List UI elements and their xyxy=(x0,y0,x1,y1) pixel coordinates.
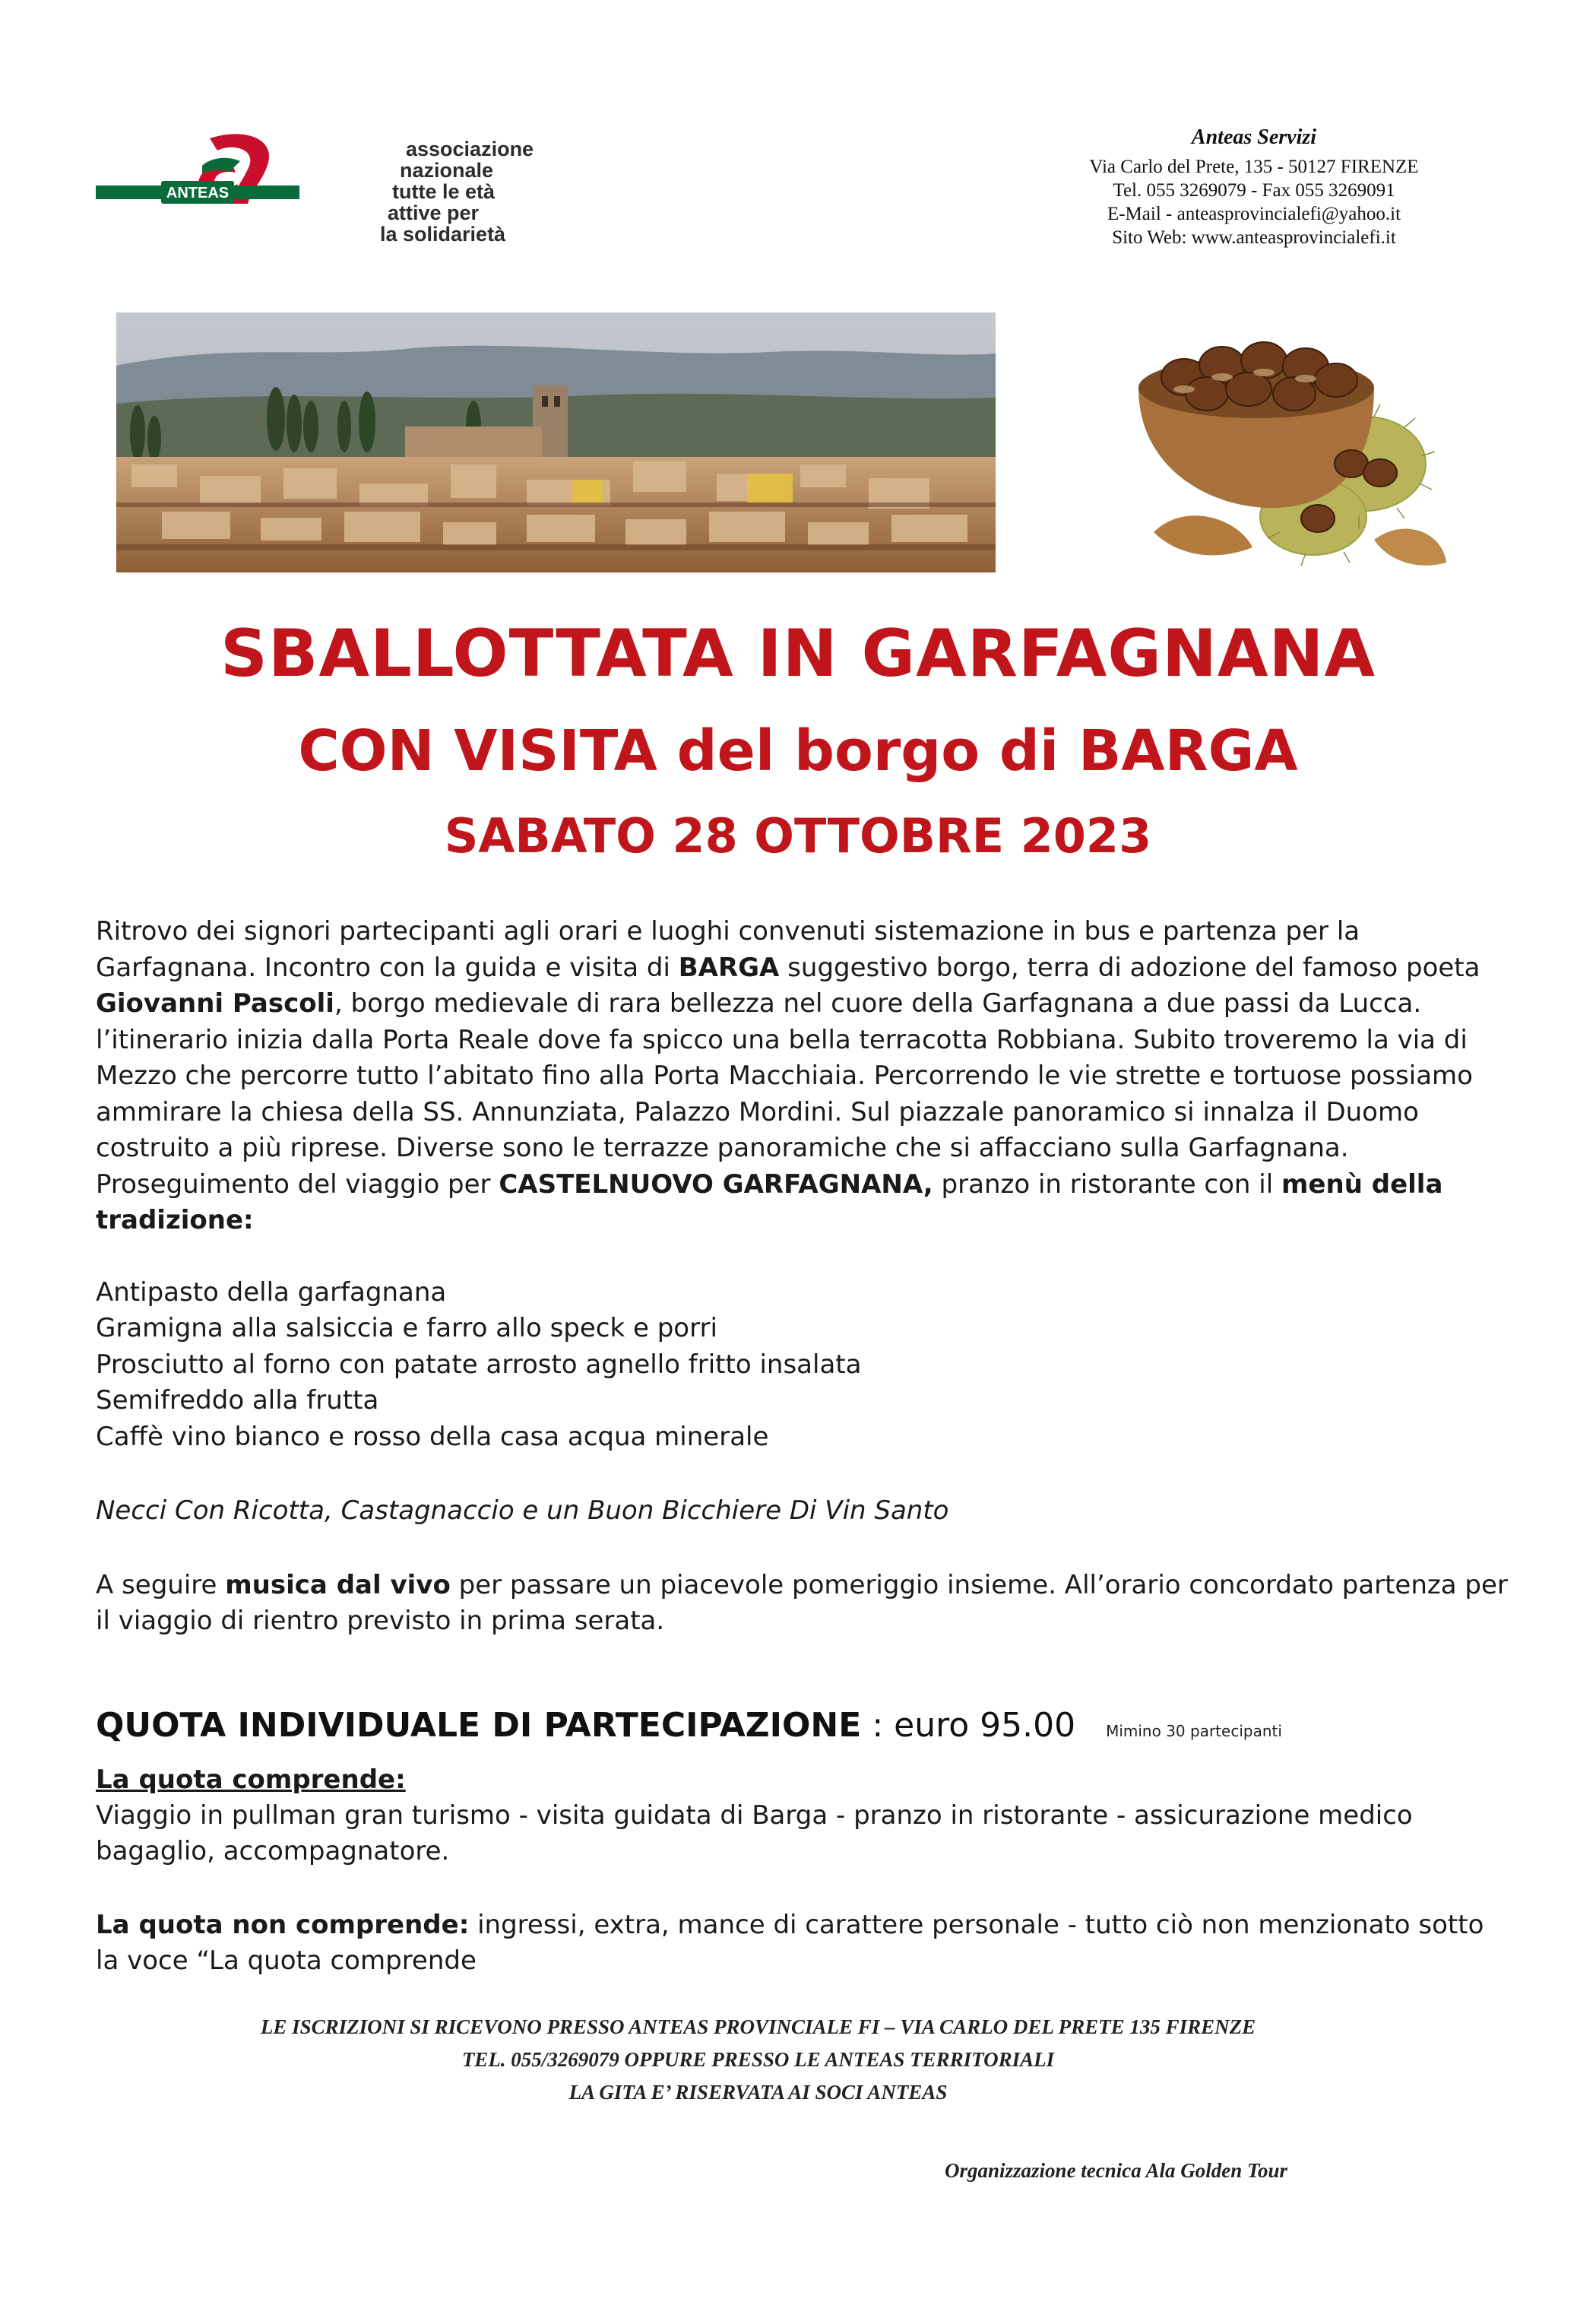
menu-item: Prosciutto al forno con patate arrosto agnello fritto insalata xyxy=(96,1349,862,1380)
itinerary-paragraph xyxy=(96,914,1509,1239)
highlight-live-music: musica dal vivo xyxy=(225,1569,451,1600)
tagline-line: attive per xyxy=(388,201,480,224)
sender-phone: Tel. 055 3269079 - Fax 055 3269091 xyxy=(1113,180,1395,201)
technical-organizer: Organizzazione tecnica Ala Golden Tour xyxy=(945,2159,1288,2182)
highlight-barga: BARGA xyxy=(678,952,780,983)
quota-price: : euro 95.00 xyxy=(861,1706,1076,1745)
includes-heading: La quota comprende: xyxy=(96,1765,406,1795)
chestnut-bowl-image xyxy=(1123,304,1450,578)
highlight-castelnuovo: CASTELNUOVO GARFAGNANA, xyxy=(499,1168,933,1200)
event-date: SABATO 28 OTTOBRE 2023 xyxy=(444,808,1152,864)
tagline-line: la solidarietà xyxy=(380,223,506,246)
footer-line: LE ISCRIZIONI SI RICEVONO PRESSO ANTEAS PROVINCIALE FI – VIA CARLO DEL PRETE 135 FIRENZE xyxy=(260,2015,1256,2038)
program-body xyxy=(96,914,1509,1640)
association-tagline xyxy=(380,138,534,245)
excludes-heading: La quota non comprende: xyxy=(96,1910,470,1940)
tagline-line: associazione xyxy=(406,138,534,160)
text-span: suggestivo borgo, terra di adozione del famoso poeta xyxy=(779,952,1480,983)
sender-website: Sito Web: www.anteasprovincialefi.it xyxy=(1112,227,1396,248)
event-subtitle: CON VISITA del borgo di BARGA xyxy=(298,718,1298,784)
music-paragraph xyxy=(96,1568,1509,1640)
registration-footer xyxy=(0,2011,1596,2109)
logo-badge-text: ANTEAS xyxy=(166,185,230,201)
excludes-paragraph xyxy=(96,1907,1509,1979)
sender-name: Anteas Servizi xyxy=(1191,125,1317,149)
quota-title: QUOTA INDIVIDUALE DI PARTECIPAZIONE xyxy=(96,1706,862,1745)
text-span: A seguire xyxy=(96,1569,226,1600)
text-span: , borgo medievale di rara bellezza nel cuore della Garfagnana a due passi da Lucca. l’itinerario inizia dalla Porta Reale dove fa spicco una bella terracotta Robbiana. Subito troveremo la via di Mezzo che percorre tutto l’abitato fino alla Porta Macchiaia. Percorrendo le vie strette e tortuose possiamo ammirare la chiesa della SS. Annunziata, Palazzo Mordini. Sul piazzale panoramico si innalza il Duomo costruito a più riprese. Diverse sono le terrazze panoramiche che si affacciano sulla Garfagnana. Proseguimento del viaggio per xyxy=(96,988,1473,1200)
highlight-pascoli: Giovanni Pascoli xyxy=(96,988,334,1019)
price-line xyxy=(96,1706,1540,1745)
highlight-menu: menù della tradizione: xyxy=(96,1168,1443,1235)
menu-item: Gramigna alla salsiccia e farro allo speck e porri xyxy=(96,1313,717,1343)
footer-line: LA GITA E’ RISERVATA AI SOCI ANTEAS xyxy=(568,2081,948,2104)
minimum-participants: Mimino 30 partecipanti xyxy=(1106,1722,1282,1740)
event-title: SBALLOTTATA IN GARFAGNANA xyxy=(220,616,1376,692)
menu-item: Caffè vino bianco e rosso della casa acqua minerale xyxy=(96,1421,769,1452)
text-span: pranzo in ristorante con il xyxy=(933,1168,1281,1200)
tagline-line: nazionale xyxy=(400,159,494,182)
footer-line: TEL. 055/3269079 OPPURE PRESSO LE ANTEAS TERRITORIALI xyxy=(461,2048,1055,2071)
barga-town-photo xyxy=(116,312,996,572)
sender-email: E-Mail - anteasprovincialefi@yahoo.it xyxy=(1107,204,1401,224)
excludes-text: ingressi, extra, mance di carattere personale - tutto ciò non menzionato sotto la voce “La quota comprende xyxy=(96,1910,1484,1976)
tagline-line: tutte le età xyxy=(392,180,496,203)
sender-block xyxy=(988,125,1520,249)
dessert-line: Necci Con Ricotta, Castagnaccio e un Buon Bicchiere Di Vin Santo xyxy=(96,1495,949,1526)
menu-item: Semifreddo alla frutta xyxy=(96,1385,379,1416)
text-span: per passare un piacevole pomeriggio insieme. All’orario concordato partenza per il viaggio di rientro previsto in prima serata. xyxy=(96,1569,1508,1636)
quota-details xyxy=(96,1762,1509,1979)
sender-address: Via Carlo del Prete, 135 - 50127 FIRENZE xyxy=(1089,157,1419,177)
includes-text: Viaggio in pullman gran turismo - visita guidata di Barga - pranzo in ristorante - assicurazione medico bagaglio, accompagnatore. xyxy=(96,1800,1413,1866)
menu-item: Antipasto della garfagnana xyxy=(96,1276,447,1308)
anteas-logo xyxy=(96,131,299,220)
text-span: Ritrovo dei signori partecipanti agli orari e luoghi convenuti sistemazione in bus e partenza per la Garfagnana. Incontro con la guida e visita di xyxy=(96,916,1360,983)
